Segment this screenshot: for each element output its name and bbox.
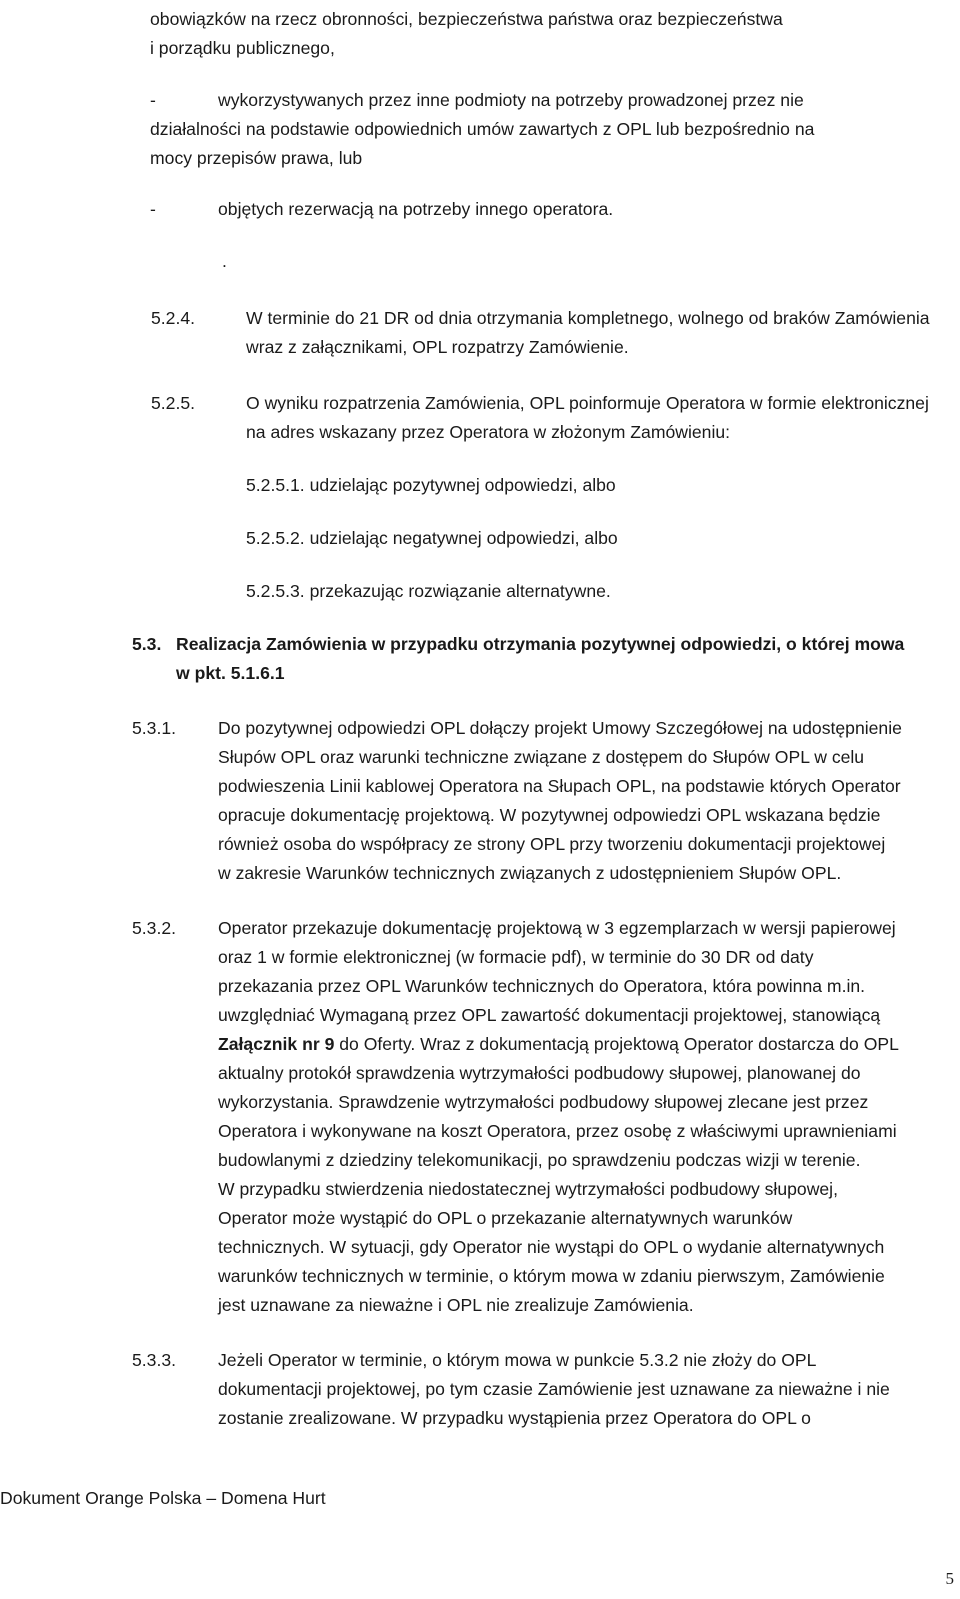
section-number: 5.3. bbox=[132, 634, 162, 654]
text-line: Operator przekazuje dokumentację projektową w 3 egzemplarzach w wersji papierowej bbox=[218, 918, 896, 938]
section-heading: Realizacja Zamówienia w przypadku otrzymania pozytywnej odpowiedzi, o której mowa bbox=[176, 634, 905, 654]
section-number: 5.3.2. bbox=[132, 918, 177, 938]
list-item: 5.2.5.2. udzielając negatywnej odpowiedzi, albo bbox=[246, 528, 618, 548]
text-line: Operatora i wykonywane na koszt Operatora, przez osobę z właściwymi uprawnieniami bbox=[218, 1121, 897, 1141]
text-line: przekazania przez OPL Warunków technicznych do Operatora, która powinna m.in. bbox=[218, 976, 866, 996]
text-line: wykorzystania. Sprawdzenie wytrzymałości podbudowy słupowej zlecane jest przez bbox=[218, 1092, 869, 1112]
text-line: Jeżeli Operator w terminie, o którym mowa w punkcie 5.3.2 nie złoży do OPL bbox=[218, 1350, 817, 1370]
text-line: budowlanymi z dziedziny telekomunikacji, po sprawdzeniu podczas wizji w terenie. bbox=[218, 1150, 861, 1170]
page-number: 5 bbox=[945, 1569, 954, 1588]
section-number: 5.2.4. bbox=[151, 308, 196, 328]
text-line: wraz z załącznikami, OPL rozpatrzy Zamówienie. bbox=[246, 337, 629, 357]
text-line: działalności na podstawie odpowiednich umów zawartych z OPL lub bezpośrednio na bbox=[150, 119, 815, 139]
text-line: mocy przepisów prawa, lub bbox=[150, 148, 363, 168]
list-dash: - bbox=[150, 199, 156, 219]
text-line: w zakresie Warunków technicznych związanych z udostępnieniem Słupów OPL. bbox=[218, 863, 842, 883]
section-heading: w pkt. 5.1.6.1 bbox=[176, 663, 285, 683]
text-line: W przypadku stwierdzenia niedostatecznej wytrzymałości podbudowy słupowej, bbox=[218, 1179, 838, 1199]
text-line: technicznych. W sytuacji, gdy Operator nie wystąpi do OPL o wydanie alternatywnych bbox=[218, 1237, 885, 1257]
text-line: warunków technicznych w terminie, o którym mowa w zdaniu pierwszym, Zamówienie bbox=[218, 1266, 885, 1286]
text-line: aktualny protokół sprawdzenia wytrzymałości podbudowy słupowej, planowanej do bbox=[218, 1063, 861, 1083]
text-fragment: do Oferty. Wraz z dokumentacją projektową Operator dostarcza do OPL bbox=[334, 1034, 899, 1054]
text-line: W terminie do 21 DR od dnia otrzymania kompletnego, wolnego od braków Zamówienia bbox=[246, 308, 930, 328]
text-line: opracuje dokumentację projektową. W pozytywnej odpowiedzi OPL wskazana będzie bbox=[218, 805, 881, 825]
text-line: dokumentacji projektowej, po tym czasie Zamówienie jest uznawane za nieważne i nie bbox=[218, 1379, 890, 1399]
document-footer: Dokument Orange Polska – Domena Hurt bbox=[0, 1488, 326, 1508]
text-line: obowiązków na rzecz obronności, bezpieczeństwa państwa oraz bezpieczeństwa bbox=[150, 9, 783, 29]
text-line bbox=[218, 1033, 899, 1055]
text-line: zostanie zrealizowane. W przypadku wystąpienia przez Operatora do OPL o bbox=[218, 1408, 811, 1428]
text-line: O wyniku rozpatrzenia Zamówienia, OPL poinformuje Operatora w formie elektronicznej bbox=[246, 393, 929, 413]
text-line: również osoba do współpracy ze strony OPL przy tworzeniu dokumentacji projektowej bbox=[218, 834, 886, 854]
list-item: 5.2.5.3. przekazując rozwiązanie alternatywne. bbox=[246, 581, 611, 601]
annex-reference: Załącznik nr 9 bbox=[218, 1034, 335, 1054]
text-line: jest uznawane za nieważne i OPL nie zrealizuje Zamówienia. bbox=[218, 1295, 694, 1315]
section-number: 5.3.1. bbox=[132, 718, 177, 738]
text-line: Do pozytywnej odpowiedzi OPL dołączy projekt Umowy Szczegółowej na udostępnienie bbox=[218, 718, 902, 738]
section-number: 5.3.3. bbox=[132, 1350, 177, 1370]
section-number: 5.2.5. bbox=[151, 393, 196, 413]
text-line: Słupów OPL oraz warunki techniczne związane z dostępem do Słupów OPL w celu bbox=[218, 747, 865, 767]
text-line: wykorzystywanych przez inne podmioty na potrzeby prowadzonej przez nie bbox=[218, 90, 804, 110]
stray-dot: . bbox=[222, 251, 227, 271]
text-line: podwieszenia Linii kablowej Operatora na Słupach OPL, na podstawie których Operator bbox=[218, 776, 901, 796]
text-line: uwzględniać Wymaganą przez OPL zawartość dokumentacji projektowej, stanowiącą bbox=[218, 1005, 881, 1025]
list-dash: - bbox=[150, 90, 156, 110]
text-line: oraz 1 w formie elektronicznej (w formacie pdf), w terminie do 30 DR od daty bbox=[218, 947, 814, 967]
text-line: i porządku publicznego, bbox=[150, 38, 335, 58]
text-line: objętych rezerwacją na potrzeby innego operatora. bbox=[218, 199, 614, 219]
list-item: 5.2.5.1. udzielając pozytywnej odpowiedzi, albo bbox=[246, 475, 616, 495]
text-line: na adres wskazany przez Operatora w złożonym Zamówieniu: bbox=[246, 422, 731, 442]
text-line: Operator może wystąpić do OPL o przekazanie alternatywnych warunków bbox=[218, 1208, 793, 1228]
